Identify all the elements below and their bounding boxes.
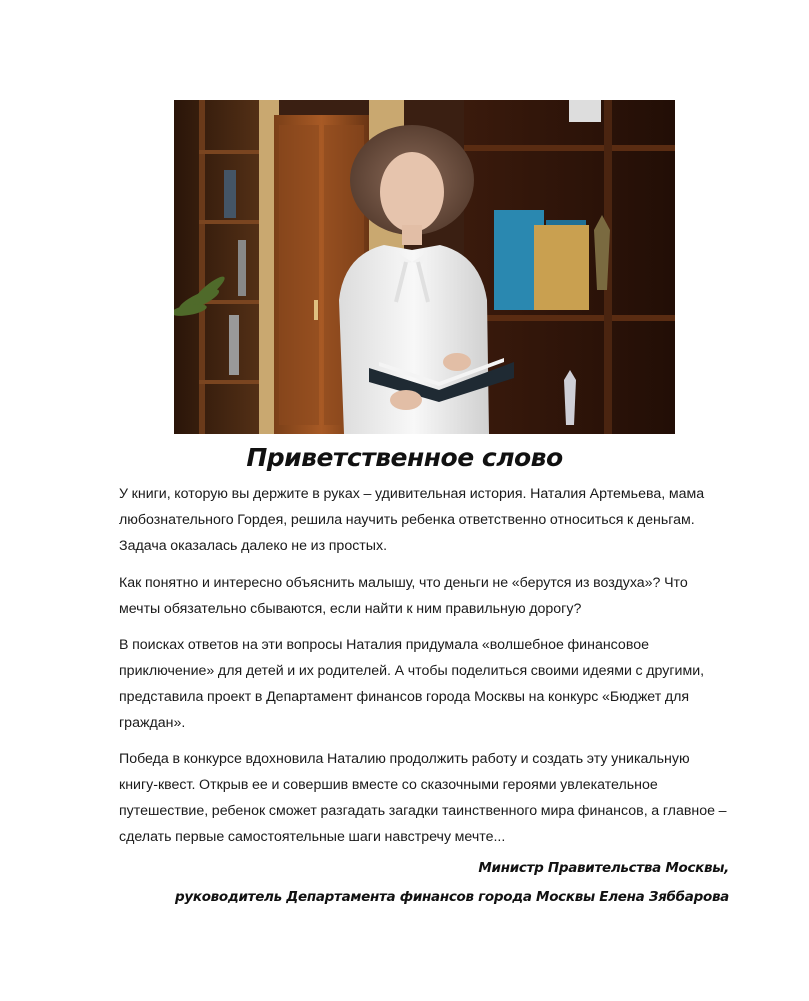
signature-block <box>175 854 729 912</box>
signature-title: Министр Правительства Москвы, <box>478 860 729 876</box>
paragraph: У книги, которую вы держите в руках – удивительная история. Наталия Артемьева, мама любознательного Гордея, решила научить ребенка ответственно относиться к деньгам. Задача оказалась далеко не из простых. <box>119 486 705 554</box>
signature-name: руководитель Департамента финансов города Москвы Елена Зяббарова <box>174 889 729 905</box>
paragraph: Как понятно и интересно объяснить малышу, что деньги не «берутся из воздуха»? Что мечты обязательно сбываются, если найти к ним правильную дорогу? <box>119 575 688 617</box>
page-heading: Приветственное слово <box>246 443 563 472</box>
paragraph: В поисках ответов на эти вопросы Наталия придумала «волшебное финансовое приключение» для детей и их родителей. А чтобы поделиться своими идеями с другими, представила проект в Департамент финансов города Москвы на конкурс «Бюджет для граждан». <box>119 637 705 731</box>
paragraph: Победа в конкурсе вдохновила Наталию продолжить работу и создать эту уникальную книгу-квест. Открыв ее и совершив вместе со сказочными героями увлекательное путешествие, ребенок сможет разгадать загадки таинственного мира финансов, а главное – сделать первые самостоятельные шаги навстречу мечте... <box>119 751 727 845</box>
portrait-photo <box>174 100 675 434</box>
portrait-photo-icon <box>174 100 675 434</box>
body-text <box>119 481 729 861</box>
